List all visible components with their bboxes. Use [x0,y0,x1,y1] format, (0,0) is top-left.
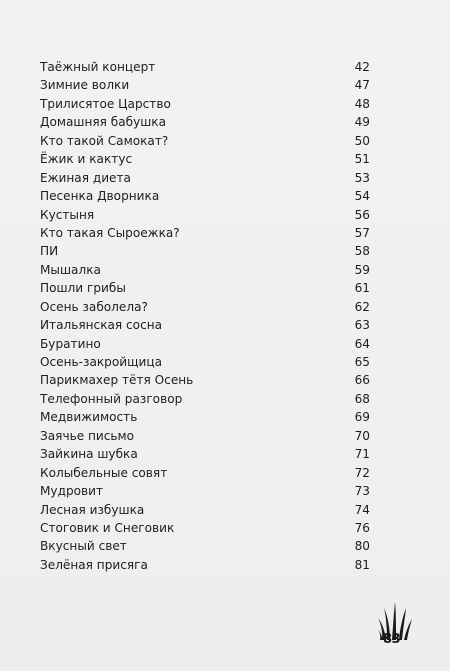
toc-entry-page: 71 [354,447,370,462]
toc-entry-title: Трилисятое Царство [40,96,171,111]
toc-entry-title: Мудровит [40,484,104,499]
toc-entry [40,58,370,76]
toc-entry-page: 42 [354,60,370,74]
toc-entry-title: Осень-закройщица [40,355,162,369]
toc-entry-page: 61 [354,281,370,296]
toc-entry-page: 49 [354,115,370,130]
page-number: 83 [383,632,401,647]
toc-entry [40,390,370,408]
toc-entry-page: 68 [354,391,370,406]
toc-entry-page: 58 [354,244,370,259]
toc-entry [40,150,370,168]
toc-entry [40,76,370,94]
toc-entry-title: Лесная избушка [40,502,145,517]
toc-entry-title: Заячье письмо [40,428,135,443]
toc-entry [40,279,370,297]
toc-entry-page: 59 [354,262,370,277]
toc-entry-title: Зимние волки [40,78,130,93]
toc-entry-page: 66 [354,373,370,388]
toc-entry-title: Парикмахер тётя Осень [40,373,194,388]
toc-entry-page: 53 [354,170,370,185]
toc-entry-title: ПИ [40,244,59,259]
toc-entry-title: Кустыня [40,207,95,222]
toc-entry-title: Телефонный разговор [40,391,183,406]
toc-entry [40,224,370,242]
toc-entry [40,537,370,555]
toc-entry-title: Кто такой Самокат? [40,133,169,148]
toc-entry-page: 47 [354,78,370,93]
toc-entry-page: 65 [354,355,370,369]
toc-entry [40,113,370,131]
toc-entry-page: 70 [354,428,370,443]
toc-entry [40,464,370,482]
toc-entry-title: Вкусный свет [40,539,127,554]
toc-entry [40,132,370,150]
toc-entry-page: 50 [354,133,370,148]
toc-entry-page: 48 [354,96,370,111]
toc-entry-title: Зайкина шубка [40,447,138,462]
toc-entry-title: Зелёная присяга [40,557,148,572]
toc-entry [40,316,370,334]
toc-entry-title: Мышалка [40,262,101,277]
toc-entry-page: 73 [354,484,370,499]
toc-entry-page: 62 [354,299,370,314]
toc-entry-page: 54 [354,189,370,204]
toc-entry-page: 64 [354,336,370,351]
toc-entry-page: 51 [354,152,370,167]
toc-entry-page: 56 [354,207,370,222]
toc-entry [40,261,370,279]
toc-entry [40,169,370,187]
toc-entry-page: 80 [354,539,370,554]
toc-entry-page: 81 [354,557,370,572]
toc-entry-title: Медвижимость [40,410,138,425]
toc-entry [40,298,370,316]
table-of-contents [40,58,370,574]
toc-entry-title: Осень заболела? [40,299,148,314]
toc-entry [40,95,370,113]
toc-entry [40,501,370,519]
toc-entry [40,206,370,224]
toc-entry-title: Буратино [40,336,101,351]
toc-entry-page: 74 [354,502,370,517]
toc-entry [40,335,370,353]
toc-entry-title: Итальянская сосна [40,318,163,333]
toc-entry-page: 69 [354,410,370,425]
toc-entry-title: Таёжный концерт [40,60,156,74]
toc-entry-page: 57 [354,225,370,240]
toc-entry-title: Пошли грибы [40,281,126,296]
toc-entry [40,519,370,537]
toc-entry [40,482,370,500]
toc-entry-page: 72 [354,465,370,480]
toc-entry-title: Кто такая Сыроежка? [40,225,180,240]
toc-entry-title: Ежиная диета [40,170,131,185]
toc-entry [40,427,370,445]
toc-entry [40,242,370,260]
toc-entry-page: 76 [354,520,370,535]
toc-entry-title: Домашняя бабушка [40,115,167,130]
toc-entry-title: Ёжик и кактус [40,152,133,167]
toc-entry-title: Стоговик и Снеговик [40,520,175,535]
toc-entry-title: Песенка Дворника [40,189,160,204]
toc-entry [40,371,370,389]
toc-entry [40,445,370,463]
toc-entry [40,556,370,574]
toc-entry [40,187,370,205]
toc-entry-page: 63 [354,318,370,333]
toc-entry [40,353,370,371]
toc-entry [40,408,370,426]
toc-entry-title: Колыбельные совят [40,465,168,480]
